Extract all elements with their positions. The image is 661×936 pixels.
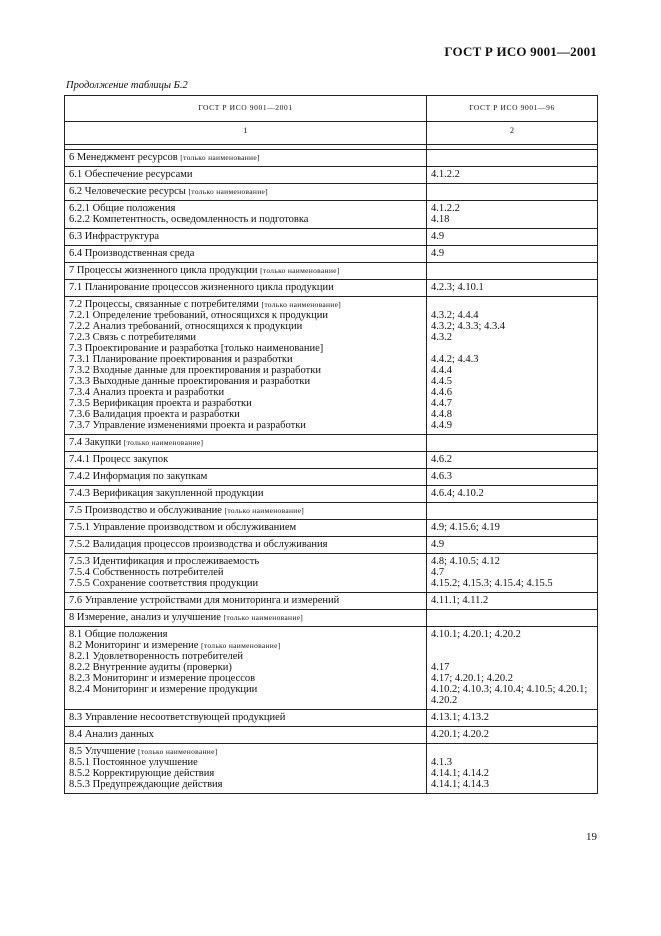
clause-line	[69, 398, 422, 409]
clause-text: 7 Процессы жизненного цикла продукции	[69, 265, 258, 276]
clause-cell	[65, 280, 427, 297]
table-row	[65, 503, 598, 520]
reference-line: 4.4.7	[431, 398, 452, 409]
table-row	[65, 710, 598, 727]
clause-line	[69, 387, 422, 398]
reference-line: 4.10.2; 4.10.3; 4.10.4; 4.10.5; 4.20.1;	[431, 684, 588, 695]
clause-cell	[65, 593, 427, 610]
reference-line: 4.6.2	[431, 454, 452, 465]
name-only-note: [только наименование]	[188, 187, 268, 196]
clause-cell	[65, 297, 427, 435]
reference-line: 4.7	[431, 567, 445, 578]
clause-line	[69, 343, 422, 354]
clause-text: 7.5.3 Идентификация и прослеживаемость	[69, 556, 260, 567]
clause-text: 6.3 Инфраструктура	[69, 231, 159, 242]
table-row	[65, 201, 598, 229]
clause-line	[69, 684, 422, 695]
clause-line	[69, 612, 422, 623]
table-header-row	[65, 96, 598, 122]
clause-line	[69, 488, 422, 499]
name-only-note: [только наименование]	[180, 153, 260, 162]
reference-line: 4.1.3	[431, 757, 452, 768]
clause-text: 8.4 Анализ данных	[69, 729, 154, 740]
table-row	[65, 554, 598, 593]
clause-cell	[65, 435, 427, 452]
clause-text: 7.1 Планирование процессов жизненного цикла продукции	[69, 282, 334, 293]
column-number-2: 2	[427, 122, 598, 145]
name-only-note: [только наименование]	[123, 438, 204, 447]
clause-line	[69, 454, 422, 465]
clause-text: 8.5.1 Постоянное улучшение	[69, 757, 198, 768]
clause-text: 8 Измерение, анализ и улучшение	[69, 612, 221, 623]
clause-text: 8.1 Общие положения	[69, 629, 168, 640]
clause-line	[69, 673, 422, 684]
reference-cell	[427, 710, 598, 727]
clause-text: 8.2 Мониторинг и измерение	[69, 640, 199, 651]
reference-cell	[427, 610, 598, 627]
clause-text: 6.1 Обеспечение ресурсами	[69, 169, 193, 180]
reference-cell	[427, 593, 598, 610]
reference-cell	[427, 229, 598, 246]
table-row	[65, 520, 598, 537]
clause-text: 7.5.1 Управление производством и обслуживанием	[69, 522, 297, 533]
clause-cell	[65, 503, 427, 520]
clause-line	[69, 169, 422, 180]
clause-line	[69, 231, 422, 242]
clause-cell	[65, 452, 427, 469]
reference-line	[431, 746, 593, 757]
clause-line	[69, 365, 422, 376]
table-row	[65, 167, 598, 184]
clause-line	[69, 651, 422, 662]
reference-line: 4.15.2; 4.15.3; 4.15.4; 4.15.5	[431, 578, 553, 589]
clause-text: 8.5.3 Предупреждающие действия	[69, 779, 223, 790]
clause-text: 7.3.5 Верификация проекта и разработки	[69, 398, 252, 409]
reference-cell	[427, 537, 598, 554]
clause-cell	[65, 486, 427, 503]
reference-line: 4.4.2; 4.4.3	[431, 354, 479, 365]
clause-cell	[65, 554, 427, 593]
reference-line: 4.8; 4.10.5; 4.12	[431, 556, 500, 567]
reference-cell	[427, 263, 598, 280]
reference-line: 4.9	[431, 539, 445, 550]
reference-line: 4.4.6	[431, 387, 452, 398]
clause-text: 7.3.3 Выходные данные проектирования и разработки	[69, 376, 311, 387]
clause-cell	[65, 263, 427, 280]
clause-text: 7.3 Проектирование и разработка [только наименование]	[69, 343, 324, 354]
clause-line	[69, 310, 422, 321]
reference-line: 4.20.1; 4.20.2	[431, 729, 490, 740]
clause-text: 6.2.1 Общие положения	[69, 203, 176, 214]
clause-line	[69, 265, 422, 276]
clause-text: 7.4.3 Верификация закупленной продукции	[69, 488, 264, 499]
clause-text: 8.5 Улучшение	[69, 746, 136, 757]
clause-line	[69, 567, 422, 578]
clause-text: 7.4 Закупки	[69, 437, 122, 448]
clause-line	[69, 522, 422, 533]
table-row	[65, 469, 598, 486]
clause-cell	[65, 710, 427, 727]
table-row	[65, 246, 598, 263]
clause-cell	[65, 727, 427, 744]
reference-cell	[427, 452, 598, 469]
reference-cell	[427, 280, 598, 297]
clause-line	[69, 152, 422, 163]
clause-line	[69, 662, 422, 673]
reference-line: 4.11.1; 4.11.2	[431, 595, 489, 606]
clause-line	[69, 214, 422, 225]
table-row	[65, 486, 598, 503]
clause-line	[69, 729, 422, 740]
clause-text: 6.4 Производственная среда	[69, 248, 195, 259]
reference-cell	[427, 246, 598, 263]
clause-line	[69, 595, 422, 606]
table-row	[65, 280, 598, 297]
table-caption: Продолжение таблицы Б.2	[66, 80, 188, 91]
name-only-note: [только наименование]	[224, 506, 305, 515]
reference-line: 4.6.4; 4.10.2	[431, 488, 484, 499]
reference-cell	[427, 744, 598, 794]
clause-line	[69, 640, 422, 651]
reference-line: 4.3.2	[431, 332, 452, 343]
reference-line: 4.6.3	[431, 471, 452, 482]
reference-cell	[427, 184, 598, 201]
clause-text: 7.5.5 Сохранение соответствия продукции	[69, 578, 259, 589]
reference-line: 4.14.1; 4.14.3	[431, 779, 490, 790]
clause-cell	[65, 627, 427, 710]
clause-text: 7.2.3 Связь с потребителями	[69, 332, 197, 343]
reference-line: 4.9; 4.15.6; 4.19	[431, 522, 500, 533]
clause-line	[69, 539, 422, 550]
reference-line	[431, 299, 593, 310]
clause-text: 6 Менеджмент ресурсов	[69, 152, 178, 163]
clause-text: 6.2.2 Компетентность, осведомленность и подготовка	[69, 214, 309, 225]
reference-cell	[427, 150, 598, 167]
reference-line: 4.20.2	[431, 695, 458, 706]
clause-text: 7.4.1 Процесс закупок	[69, 454, 169, 465]
table-row	[65, 150, 598, 167]
reference-cell	[427, 627, 598, 710]
clause-line	[69, 757, 422, 768]
correspondence-table	[64, 95, 598, 794]
name-only-note: [только наименование]	[138, 747, 218, 756]
clause-text: 7.2.1 Определение требований, относящихся к продукции	[69, 310, 329, 321]
column-number-row	[65, 122, 598, 145]
clause-line	[69, 471, 422, 482]
reference-line: 4.2.3; 4.10.1	[431, 282, 484, 293]
clause-text: 8.2.2 Внутренние аудиты (проверки)	[69, 662, 232, 673]
clause-line	[69, 420, 422, 431]
clause-line	[69, 695, 422, 706]
reference-line: 4.4.8	[431, 409, 452, 420]
clause-cell	[65, 201, 427, 229]
reference-line	[431, 343, 593, 354]
clause-line	[69, 332, 422, 343]
clause-cell	[65, 246, 427, 263]
clause-text: 7.4.2 Информация по закупкам	[69, 471, 208, 482]
clause-text: 7.5.2 Валидация процессов производства и обслуживания	[69, 539, 328, 550]
reference-cell	[427, 297, 598, 435]
reference-line: 4.1.2.2	[431, 203, 460, 214]
clause-text: 7.5.4 Собственность потребителей	[69, 567, 224, 578]
reference-line: 4.13.1; 4.13.2	[431, 712, 490, 723]
clause-text: 8.2.1 Удовлетворенность потребителей	[69, 651, 244, 662]
clause-line	[69, 712, 422, 723]
clause-text: 8.2.3 Мониторинг и измерение процессов	[69, 673, 256, 684]
clause-line	[69, 321, 422, 332]
document-header: ГОСТ Р ИСО 9001—2001	[444, 44, 597, 59]
table-row	[65, 229, 598, 246]
reference-cell	[427, 486, 598, 503]
clause-text: 7.3.7 Управление изменениями проекта и разработки	[69, 420, 306, 431]
reference-line: 4.9	[431, 248, 445, 259]
clause-line	[69, 186, 422, 197]
clause-text: 7.6 Управление устройствами для мониторинга и измерений	[69, 595, 340, 606]
clause-cell	[65, 744, 427, 794]
clause-cell	[65, 520, 427, 537]
clause-line	[69, 437, 422, 448]
reference-line: 4.17; 4.20.1; 4.20.2	[431, 673, 513, 684]
clause-line	[69, 746, 422, 757]
reference-line: 4.14.1; 4.14.2	[431, 768, 490, 779]
reference-line	[431, 640, 593, 651]
reference-cell	[427, 503, 598, 520]
clause-cell	[65, 167, 427, 184]
clause-text: 7.3.4 Анализ проекта и разработки	[69, 387, 225, 398]
clause-line	[69, 354, 422, 365]
reference-line: 4.4.4	[431, 365, 452, 376]
clause-line	[69, 248, 422, 259]
reference-line: 4.4.5	[431, 376, 452, 387]
clause-cell	[65, 469, 427, 486]
clause-text: 8.2.4 Мониторинг и измерение продукции	[69, 684, 258, 695]
clause-line	[69, 376, 422, 387]
clause-text: 7.3.6 Валидация проекта и разработки	[69, 409, 240, 420]
name-only-note: [только наименование]	[260, 266, 340, 275]
clause-line	[69, 505, 422, 516]
page-number: 19	[586, 831, 597, 843]
reference-cell	[427, 520, 598, 537]
reference-line: 4.4.9	[431, 420, 452, 431]
column-header-1: ГОСТ Р ИСО 9001—2001	[65, 96, 427, 122]
clause-text: 7.3.1 Планирование проектирования и разработки	[69, 354, 293, 365]
table-row	[65, 184, 598, 201]
table-row	[65, 593, 598, 610]
clause-text: 8.3 Управление несоответствующей продукцией	[69, 712, 286, 723]
table-row	[65, 435, 598, 452]
reference-cell	[427, 201, 598, 229]
reference-cell	[427, 554, 598, 593]
table-row	[65, 297, 598, 435]
clause-cell	[65, 150, 427, 167]
clause-line	[69, 578, 422, 589]
clause-text: 8.5.2 Корректирующие действия	[69, 768, 215, 779]
table-row	[65, 452, 598, 469]
table-row	[65, 727, 598, 744]
clause-cell	[65, 610, 427, 627]
clause-cell	[65, 537, 427, 554]
reference-line: 4.9	[431, 231, 445, 242]
reference-cell	[427, 469, 598, 486]
table-row	[65, 627, 598, 710]
name-only-note: [только наименование]	[223, 613, 304, 622]
clause-cell	[65, 184, 427, 201]
reference-cell	[427, 435, 598, 452]
table-row	[65, 744, 598, 794]
clause-text: 6.2 Человеческие ресурсы	[69, 186, 186, 197]
table-row	[65, 610, 598, 627]
reference-line: 4.1.2.2	[431, 169, 460, 180]
column-header-2: ГОСТ Р ИСО 9001—96	[427, 96, 598, 122]
reference-line: 4.3.2; 4.4.4	[431, 310, 479, 321]
clause-text: 7.3.2 Входные данные для проектирования и разработки	[69, 365, 321, 376]
reference-line	[431, 651, 593, 662]
reference-line: 4.10.1; 4.20.1; 4.20.2	[431, 629, 521, 640]
clause-text: 7.2 Процессы, связанные с потребителями	[69, 299, 259, 310]
name-only-note: [только наименование]	[201, 641, 281, 650]
clause-line	[69, 779, 422, 790]
clause-line	[69, 768, 422, 779]
reference-line: 4.18	[431, 214, 450, 225]
clause-text: 7.5 Производство и обслуживание	[69, 505, 222, 516]
reference-cell	[427, 727, 598, 744]
clause-line	[69, 629, 422, 640]
clause-line	[69, 299, 422, 310]
clause-line	[69, 556, 422, 567]
table-row	[65, 537, 598, 554]
clause-cell	[65, 229, 427, 246]
column-number-1: 1	[65, 122, 427, 145]
clause-text: 7.2.2 Анализ требований, относящихся к продукции	[69, 321, 303, 332]
table-row	[65, 263, 598, 280]
reference-cell	[427, 167, 598, 184]
reference-line: 4.3.2; 4.3.3; 4.3.4	[431, 321, 506, 332]
clause-line	[69, 203, 422, 214]
clause-line	[69, 409, 422, 420]
reference-line: 4.17	[431, 662, 450, 673]
name-only-note: [только наименование]	[261, 300, 342, 309]
clause-line	[69, 282, 422, 293]
